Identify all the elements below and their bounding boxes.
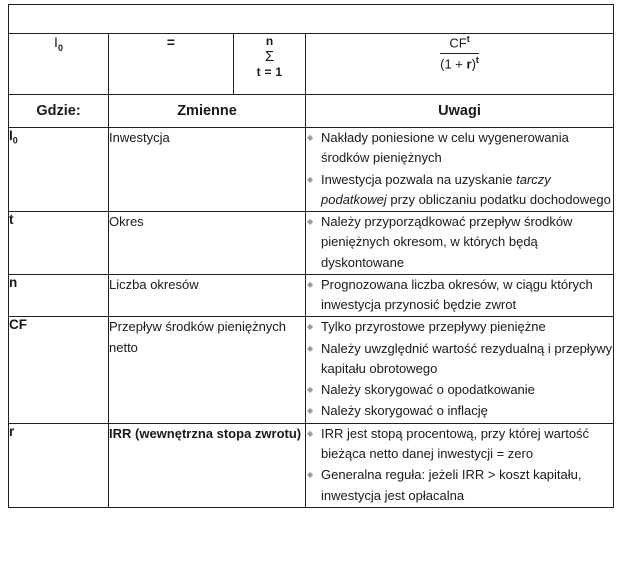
table-row <box>9 317 614 423</box>
sigma-icon: Σ <box>264 47 275 65</box>
list-item <box>306 465 613 506</box>
formula-fraction-cell <box>306 34 614 95</box>
list-item <box>306 401 613 421</box>
row-symbol-subscript: 0 <box>12 135 18 146</box>
row-symbol-cell <box>9 317 109 423</box>
row-symbol: t <box>9 212 14 228</box>
diamond-bullet-icon: ◆ <box>307 428 314 438</box>
diamond-bullet-icon: ◆ <box>307 279 314 289</box>
formula-summation-cell <box>234 34 306 95</box>
table-title-cell <box>9 5 614 34</box>
row-variable-label: Liczba okresów <box>109 276 199 292</box>
diamond-bullet-icon: ◆ <box>307 406 314 416</box>
note-text: Generalna reguła: jeżeli IRR > koszt kapitału, inwestycja jest opłacalna <box>321 467 582 503</box>
table-row <box>9 274 614 317</box>
diamond-bullet-icon: ◆ <box>307 322 314 332</box>
row-variable-label: IRR (wewnętrzna stopa zwrotu) <box>109 425 302 441</box>
column-header-variable <box>109 95 306 128</box>
formula-equals-sign: = <box>166 34 176 50</box>
column-header-symbol <box>9 95 109 128</box>
formula-row <box>9 34 614 95</box>
diamond-bullet-icon: ◆ <box>307 470 314 480</box>
summation-stack <box>257 34 283 80</box>
note-text: Należy skorygować o opodatkowanie <box>321 382 535 398</box>
note-text: Nakłady poniesione w celu wygenerowania środków pieniężnych <box>321 130 569 166</box>
diamond-bullet-icon: ◆ <box>307 174 314 184</box>
diamond-bullet-icon: ◆ <box>307 217 314 227</box>
summation-upper-limit: n <box>265 34 274 48</box>
formula-lhs-cell <box>9 34 109 95</box>
row-symbol: $I_0$ <box>9 128 18 146</box>
column-header-variable-label: Zmienne <box>177 103 237 119</box>
formula-investment-symbol: $I_0$ <box>54 34 63 53</box>
row-variable-label: Przepływ środków pieniężnych netto <box>109 319 287 355</box>
list-item <box>306 339 613 380</box>
discount-fraction <box>440 34 479 72</box>
row-variable-cell <box>109 128 306 212</box>
notes-list <box>306 275 613 316</box>
row-symbol-cell <box>9 423 109 507</box>
row-symbol-cell <box>9 274 109 317</box>
row-variable-cell <box>109 212 306 275</box>
column-header-notes-label: Uwagi <box>438 103 481 119</box>
row-notes-cell <box>306 128 614 212</box>
row-variable-cell <box>109 423 306 507</box>
row-notes-cell <box>306 212 614 275</box>
row-notes-cell <box>306 274 614 317</box>
notes-list <box>306 128 613 210</box>
table-title-row <box>9 5 614 34</box>
notes-list <box>306 424 613 506</box>
list-item <box>306 380 613 400</box>
row-symbol: CF <box>9 317 27 333</box>
note-text: Należy skorygować o inflację <box>321 403 488 419</box>
internal-rate-of-return-table <box>8 4 614 508</box>
row-variable-label: Okres <box>109 214 144 230</box>
note-text: Inwestycja pozwala na uzyskanie <box>321 171 517 187</box>
row-variable-cell <box>109 317 306 423</box>
list-item <box>306 317 613 337</box>
summation-lower-limit: t = 1 <box>256 65 283 80</box>
notes-list <box>306 212 613 273</box>
table-body <box>9 128 614 508</box>
column-header-row <box>9 95 614 128</box>
diamond-bullet-icon: ◆ <box>307 385 314 395</box>
notes-list <box>306 317 613 421</box>
row-variable-label: Inwestycja <box>109 130 170 145</box>
fraction-denominator: $(1 + r)^t$ <box>440 54 479 71</box>
fraction-numerator: $CF^t$ <box>440 34 479 54</box>
note-text: Należy uwzględnić wartość rezydualną i przepływy kapitału obrotowego <box>321 340 613 376</box>
note-text: Prognozowana liczba okresów, w ciągu których inwestycja przynosić będzie zwrot <box>321 276 593 313</box>
list-item <box>306 275 613 316</box>
column-header-notes <box>306 95 614 128</box>
row-notes-cell <box>306 317 614 423</box>
row-symbol: n <box>9 274 18 290</box>
row-notes-cell <box>306 423 614 507</box>
list-item <box>306 424 613 465</box>
column-header-symbol-label: Gdzie: <box>36 103 81 119</box>
page-title: Wewnętrzna stopa zwrotu <box>205 9 417 28</box>
row-symbol-cell <box>9 128 109 212</box>
row-symbol: r <box>9 423 15 439</box>
list-item <box>306 212 613 273</box>
note-text: Należy przyporządkować przepływ środków pieniężnych okresom, w których będą dyskontowane <box>321 214 573 270</box>
list-item <box>306 170 613 211</box>
list-item <box>306 128 613 169</box>
diamond-bullet-icon: ◆ <box>307 133 314 142</box>
note-text: Tylko przyrostowe przepływy pieniężne <box>321 319 546 335</box>
row-variable-cell <box>109 274 306 317</box>
note-text: IRR jest stopą procentową, przy której wartość bieżąca netto danej inwestycji = zero <box>321 425 590 461</box>
table-row <box>9 423 614 507</box>
table-row <box>9 212 614 275</box>
note-text: przy obliczaniu podatku dochodowego <box>386 191 611 207</box>
formula-equals-cell <box>109 34 234 95</box>
table-row <box>9 128 614 212</box>
note-emphasis: tarczy podatkowej <box>321 171 551 207</box>
diamond-bullet-icon: ◆ <box>307 343 314 353</box>
row-symbol-cell <box>9 212 109 275</box>
